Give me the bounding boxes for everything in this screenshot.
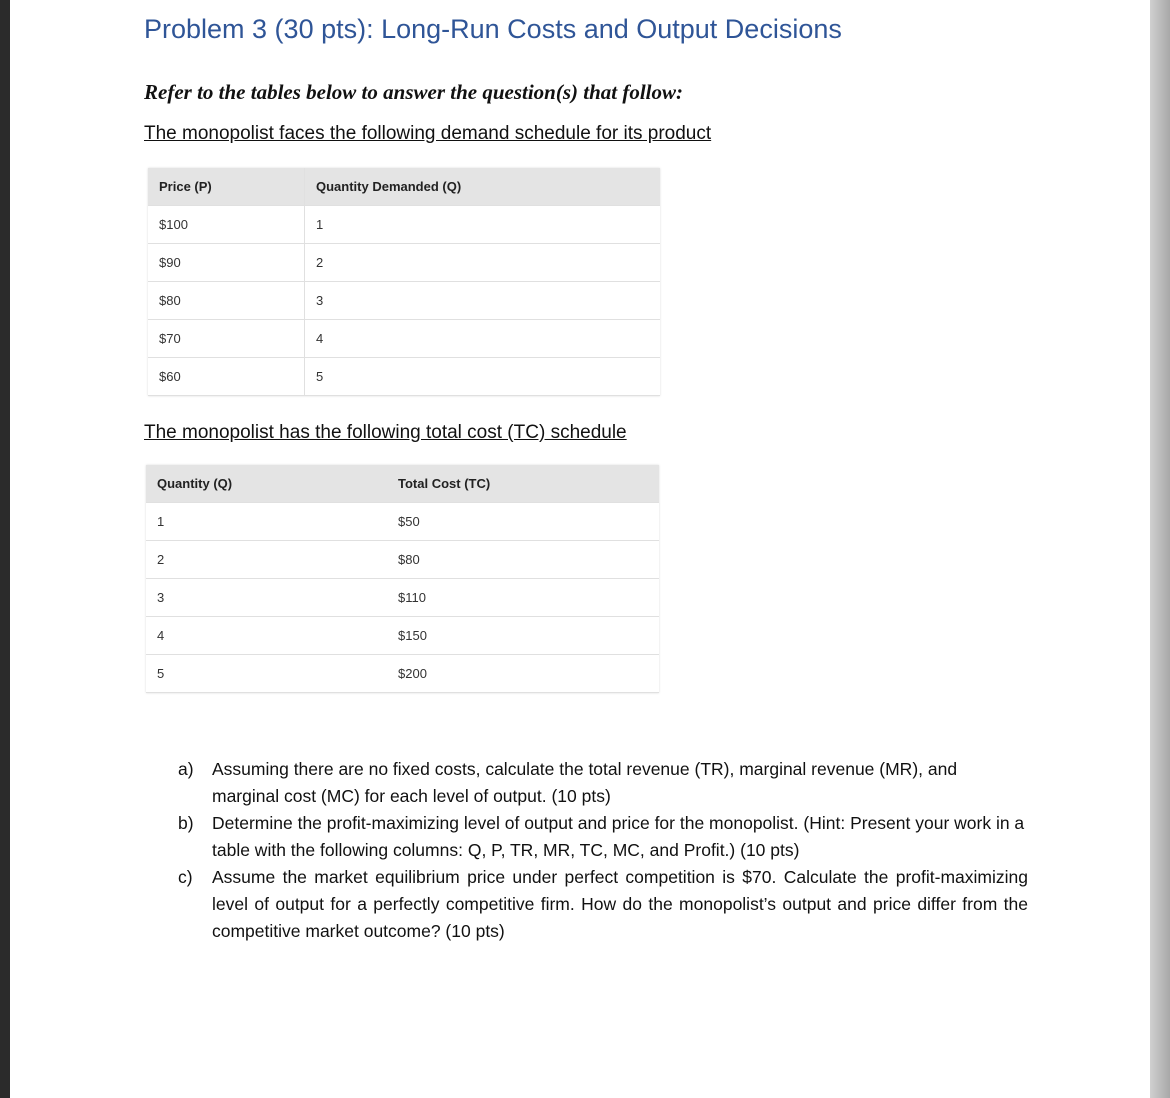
table-row	[148, 358, 660, 396]
header-total-cost: Total Cost (TC)	[387, 465, 659, 503]
document-page	[10, 0, 1150, 1098]
question-c	[178, 864, 1028, 945]
cell-price: $70	[148, 320, 305, 358]
cell-total-cost: $110	[387, 579, 659, 617]
question-list	[178, 756, 1028, 945]
intro-instruction: Refer to the tables below to answer the question(s) that follow:	[144, 80, 684, 104]
cell-quantity: 3	[146, 579, 387, 617]
table-row	[148, 320, 660, 358]
cell-price: $80	[148, 282, 305, 320]
cell-price: $100	[148, 206, 305, 244]
question-text: Assume the market equilibrium price under perfect competition is $70. Calculate the profit-maximizing level of output for a perfectly competitive firm. How do the monopolist’s output and price differ from the competitive market outcome? (10 pts)	[212, 867, 1028, 941]
table-header-row	[146, 465, 659, 503]
cell-total-cost: $200	[387, 655, 659, 693]
table-row	[148, 206, 660, 244]
header-price: Price (P)	[148, 168, 305, 206]
table-row	[148, 244, 660, 282]
total-cost-table	[146, 465, 659, 693]
cell-quantity: 2	[146, 541, 387, 579]
cell-quantity: 1	[305, 206, 661, 244]
table-row	[148, 282, 660, 320]
cell-quantity: 4	[146, 617, 387, 655]
question-text: Assuming there are no fixed costs, calculate the total revenue (TR), marginal revenue (MR), and marginal cost (MC) for each level of output. (10 pts)	[212, 759, 958, 806]
demand-schedule-table	[148, 168, 660, 396]
header-quantity-demanded: Quantity Demanded (Q)	[305, 168, 661, 206]
question-label: a)	[178, 759, 194, 779]
cell-quantity: 3	[305, 282, 661, 320]
cell-total-cost: $50	[387, 503, 659, 541]
question-a	[178, 756, 1028, 810]
table-row	[146, 617, 659, 655]
question-label: c)	[178, 867, 193, 887]
demand-caption: The monopolist faces the following demand schedule for its product	[144, 123, 712, 144]
table-row	[146, 655, 659, 693]
table-header-row	[148, 168, 660, 206]
cell-quantity: 5	[146, 655, 387, 693]
table-row	[146, 579, 659, 617]
cell-price: $90	[148, 244, 305, 282]
cell-quantity: 2	[305, 244, 661, 282]
cell-quantity: 5	[305, 358, 661, 396]
table-row	[146, 503, 659, 541]
cost-caption: The monopolist has the following total cost (TC) schedule	[144, 422, 627, 443]
question-b	[178, 810, 1028, 864]
problem-title: Problem 3 (30 pts): Long-Run Costs and Output Decisions	[144, 14, 842, 44]
cell-total-cost: $80	[387, 541, 659, 579]
question-label: b)	[178, 813, 194, 833]
cell-quantity: 4	[305, 320, 661, 358]
table-row	[146, 541, 659, 579]
question-text: Determine the profit-maximizing level of output and price for the monopolist. (Hint: Present your work in a table with the following columns: Q, P, TR, MR, TC, MC, and Profit.) (10 pts)	[212, 813, 1025, 860]
cell-price: $60	[148, 358, 305, 396]
header-quantity: Quantity (Q)	[146, 465, 387, 503]
window-edge	[1150, 0, 1170, 1098]
cell-total-cost: $150	[387, 617, 659, 655]
cell-quantity: 1	[146, 503, 387, 541]
